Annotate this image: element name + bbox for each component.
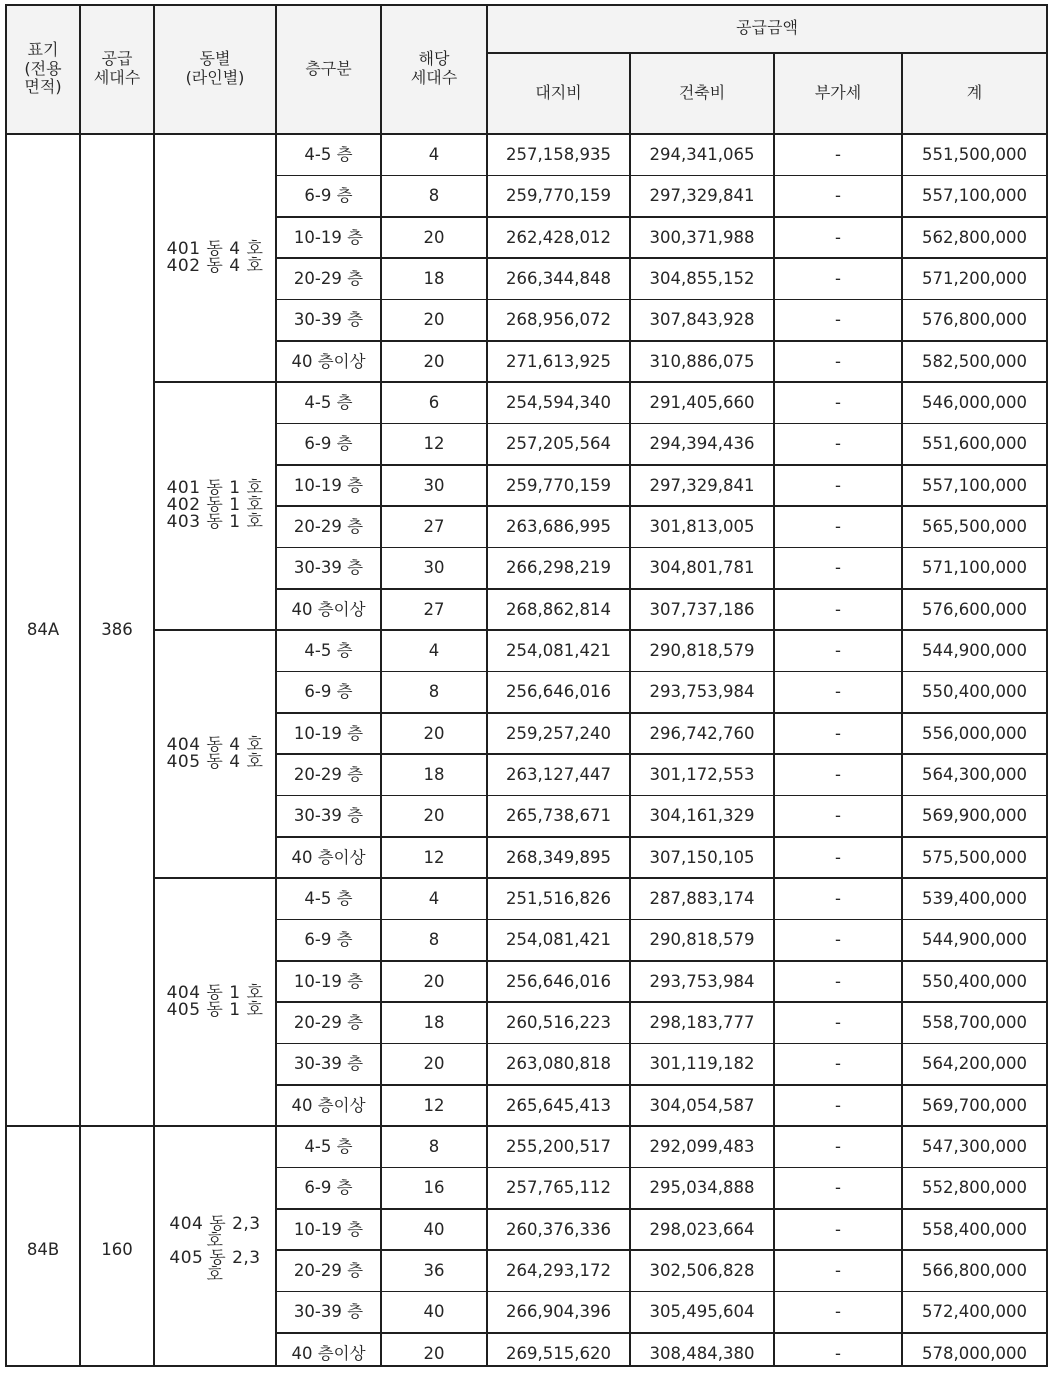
vat-cell: - <box>835 1219 841 1239</box>
land-price-cell: 259,770,159 <box>506 186 611 206</box>
building-price-cell: 291,405,660 <box>649 392 755 412</box>
units-cell: 27 <box>423 516 445 536</box>
building-price-cell: 301,172,553 <box>649 764 755 784</box>
total-price-cell: 582,500,000 <box>922 351 1027 371</box>
building-price-cell: 297,329,841 <box>649 475 755 495</box>
units-cell: 30 <box>423 475 445 495</box>
floor-cell: 20-29 층 <box>293 764 364 784</box>
units-cell: 20 <box>423 971 445 991</box>
units-cell: 18 <box>423 268 445 288</box>
building-price-cell: 308,484,380 <box>649 1343 755 1363</box>
building-price-cell: 307,843,928 <box>649 310 755 330</box>
floor-cell: 10-19 층 <box>293 475 364 495</box>
floor-cell: 6-9 층 <box>304 434 353 454</box>
units-cell: 8 <box>428 186 440 206</box>
building-price-cell: 310,886,075 <box>649 351 755 371</box>
land-price-cell: 257,765,112 <box>506 1178 611 1198</box>
total-price-cell: 544,900,000 <box>922 930 1027 950</box>
land-price-cell: 263,686,995 <box>506 516 611 536</box>
total-price-cell: 572,400,000 <box>922 1302 1027 1322</box>
land-price-cell: 256,646,016 <box>506 971 611 991</box>
total-price-cell: 557,100,000 <box>922 475 1027 495</box>
floor-cell: 30-39 층 <box>293 558 364 578</box>
floor-cell: 20-29 층 <box>293 516 364 536</box>
vat-cell: - <box>835 723 841 743</box>
building-price-cell: 294,394,436 <box>649 434 755 454</box>
total-price-cell: 558,400,000 <box>922 1219 1027 1239</box>
building-price-cell: 298,183,777 <box>649 1012 755 1032</box>
units-cell: 20 <box>423 1054 445 1074</box>
building-price-cell: 296,742,760 <box>649 723 755 743</box>
units-cell: 6 <box>428 392 440 412</box>
table-bottom-border <box>6 1365 1047 1367</box>
floor-cell: 40 층이상 <box>291 1343 366 1363</box>
header-vat: 부가세 <box>814 82 862 102</box>
vat-cell: - <box>835 1302 841 1322</box>
column-divider <box>79 4 81 1367</box>
units-cell: 8 <box>428 682 440 702</box>
vat-cell: - <box>835 1012 841 1032</box>
units-cell: 4 <box>428 640 440 660</box>
units-cell: 30 <box>423 558 445 578</box>
building-price-cell: 304,855,152 <box>649 268 755 288</box>
supply-units-cell: 160 <box>101 1240 133 1260</box>
land-price-cell: 271,613,925 <box>506 351 611 371</box>
floor-cell: 4-5 층 <box>304 888 353 908</box>
building-price-cell: 287,883,174 <box>649 888 755 908</box>
units-cell: 20 <box>423 227 445 247</box>
header-units: 해당 세대수 <box>410 49 458 87</box>
column-divider <box>275 4 277 1367</box>
land-price-cell: 265,645,413 <box>506 1095 611 1115</box>
dong-line-cell: 404 동 2,3 호 405 동 2,3 호 <box>169 1213 261 1285</box>
vat-cell: - <box>835 475 841 495</box>
total-price-cell: 578,000,000 <box>922 1343 1027 1363</box>
building-price-cell: 307,150,105 <box>649 847 755 867</box>
vat-cell: - <box>835 682 841 702</box>
column-divider <box>5 4 7 1367</box>
vat-cell: - <box>835 392 841 412</box>
total-price-cell: 544,900,000 <box>922 640 1027 660</box>
total-price-cell: 550,400,000 <box>922 682 1027 702</box>
header-building: 건축비 <box>678 82 726 102</box>
units-cell: 20 <box>423 351 445 371</box>
land-price-cell: 266,904,396 <box>506 1302 611 1322</box>
land-price-cell: 254,081,421 <box>506 640 611 660</box>
vat-cell: - <box>835 1136 841 1156</box>
vat-cell: - <box>835 1095 841 1115</box>
total-price-cell: 571,100,000 <box>922 558 1027 578</box>
total-price-cell: 562,800,000 <box>922 227 1027 247</box>
total-price-cell: 551,500,000 <box>922 144 1027 164</box>
header-supply-price: 공급금액 <box>736 17 798 37</box>
header-mid-divider <box>487 52 1047 54</box>
building-price-cell: 307,737,186 <box>649 599 755 619</box>
total-price-cell: 564,200,000 <box>922 1054 1027 1074</box>
vat-cell: - <box>835 227 841 247</box>
column-divider <box>1046 4 1048 1367</box>
total-price-cell: 571,200,000 <box>922 268 1027 288</box>
vat-cell: - <box>835 930 841 950</box>
building-price-cell: 290,818,579 <box>649 930 755 950</box>
dong-line-cell: 404 동 1 호 405 동 1 호 <box>166 982 264 1020</box>
building-price-cell: 301,119,182 <box>649 1054 755 1074</box>
header-floor: 층구분 <box>305 58 352 78</box>
land-price-cell: 260,516,223 <box>506 1012 611 1032</box>
vat-cell: - <box>835 310 841 330</box>
units-cell: 36 <box>423 1260 445 1280</box>
building-price-cell: 293,753,984 <box>649 971 755 991</box>
units-cell: 16 <box>423 1178 445 1198</box>
building-price-cell: 304,161,329 <box>649 806 755 826</box>
total-price-cell: 551,600,000 <box>922 434 1027 454</box>
header-type: 표기 (전용 면적) <box>24 39 62 97</box>
land-price-cell: 259,257,240 <box>506 723 611 743</box>
building-price-cell: 298,023,664 <box>649 1219 755 1239</box>
building-price-cell: 294,341,065 <box>649 144 755 164</box>
vat-cell: - <box>835 764 841 784</box>
building-price-cell: 293,753,984 <box>649 682 755 702</box>
vat-cell: - <box>835 268 841 288</box>
land-price-cell: 262,428,012 <box>506 227 611 247</box>
units-cell: 20 <box>423 806 445 826</box>
floor-cell: 10-19 층 <box>293 723 364 743</box>
floor-cell: 10-19 층 <box>293 1219 364 1239</box>
header-bottom-border <box>6 133 1047 135</box>
supply-units-cell: 386 <box>101 620 133 640</box>
building-price-cell: 304,054,587 <box>649 1095 755 1115</box>
vat-cell: - <box>835 847 841 867</box>
land-price-cell: 263,080,818 <box>506 1054 611 1074</box>
vat-cell: - <box>835 599 841 619</box>
dong-line-cell: 401 동 4 호 402 동 4 호 <box>166 238 264 276</box>
dong-line-cell: 401 동 1 호 402 동 1 호 403 동 1 호 <box>166 478 264 533</box>
units-cell: 40 <box>423 1302 445 1322</box>
total-price-cell: 547,300,000 <box>922 1136 1027 1156</box>
units-cell: 20 <box>423 723 445 743</box>
total-price-cell: 576,600,000 <box>922 599 1027 619</box>
floor-cell: 30-39 층 <box>293 310 364 330</box>
vat-cell: - <box>835 186 841 206</box>
building-price-cell: 301,813,005 <box>649 516 755 536</box>
building-price-cell: 290,818,579 <box>649 640 755 660</box>
vat-cell: - <box>835 144 841 164</box>
land-price-cell: 254,081,421 <box>506 930 611 950</box>
building-price-cell: 295,034,888 <box>649 1178 755 1198</box>
vat-cell: - <box>835 971 841 991</box>
vat-cell: - <box>835 516 841 536</box>
total-price-cell: 552,800,000 <box>922 1178 1027 1198</box>
total-price-cell: 546,000,000 <box>922 392 1027 412</box>
floor-cell: 20-29 층 <box>293 1012 364 1032</box>
type-cell: 84B <box>26 1240 60 1260</box>
vat-cell: - <box>835 558 841 578</box>
vat-cell: - <box>835 640 841 660</box>
units-cell: 27 <box>423 599 445 619</box>
total-price-cell: 564,300,000 <box>922 764 1027 784</box>
header-land: 대지비 <box>535 82 582 102</box>
total-price-cell: 557,100,000 <box>922 186 1027 206</box>
land-price-cell: 264,293,172 <box>506 1260 611 1280</box>
column-divider <box>901 52 903 1367</box>
floor-cell: 20-29 층 <box>293 1260 364 1280</box>
building-price-cell: 302,506,828 <box>649 1260 755 1280</box>
land-price-cell: 257,158,935 <box>506 144 611 164</box>
units-cell: 12 <box>423 1095 445 1115</box>
vat-cell: - <box>835 1343 841 1363</box>
land-price-cell: 255,200,517 <box>506 1136 611 1156</box>
column-divider <box>773 52 775 1367</box>
floor-cell: 4-5 층 <box>304 640 353 660</box>
vat-cell: - <box>835 1054 841 1074</box>
land-price-cell: 259,770,159 <box>506 475 611 495</box>
total-price-cell: 565,500,000 <box>922 516 1027 536</box>
land-price-cell: 268,349,895 <box>506 847 611 867</box>
floor-cell: 20-29 층 <box>293 268 364 288</box>
land-price-cell: 266,344,848 <box>506 268 611 288</box>
floor-cell: 6-9 층 <box>304 1178 353 1198</box>
land-price-cell: 251,516,826 <box>506 888 611 908</box>
building-price-cell: 292,099,483 <box>649 1136 755 1156</box>
vat-cell: - <box>835 1178 841 1198</box>
vat-cell: - <box>835 434 841 454</box>
units-cell: 4 <box>428 888 440 908</box>
floor-cell: 6-9 층 <box>304 186 353 206</box>
floor-cell: 30-39 층 <box>293 1302 364 1322</box>
total-price-cell: 550,400,000 <box>922 971 1027 991</box>
units-cell: 20 <box>423 310 445 330</box>
units-cell: 4 <box>428 144 440 164</box>
total-price-cell: 576,800,000 <box>922 310 1027 330</box>
header-dong: 동별 (라인별) <box>185 49 245 87</box>
dong-line-cell: 404 동 4 호 405 동 4 호 <box>166 734 264 772</box>
land-price-cell: 266,298,219 <box>506 558 611 578</box>
vat-cell: - <box>835 888 841 908</box>
header-total: 계 <box>966 82 983 102</box>
units-cell: 12 <box>423 434 445 454</box>
land-price-cell: 257,205,564 <box>506 434 611 454</box>
table-top-border <box>6 4 1047 6</box>
land-price-cell: 254,594,340 <box>506 392 611 412</box>
floor-cell: 10-19 층 <box>293 971 364 991</box>
column-divider <box>153 4 155 1367</box>
total-price-cell: 569,900,000 <box>922 806 1027 826</box>
building-price-cell: 305,495,604 <box>649 1302 755 1322</box>
floor-cell: 4-5 층 <box>304 1136 353 1156</box>
floor-cell: 10-19 층 <box>293 227 364 247</box>
total-price-cell: 569,700,000 <box>922 1095 1027 1115</box>
units-cell: 18 <box>423 1012 445 1032</box>
floor-cell: 6-9 층 <box>304 682 353 702</box>
land-price-cell: 268,956,072 <box>506 310 611 330</box>
floor-cell: 40 층이상 <box>291 599 366 619</box>
column-divider <box>486 4 488 1367</box>
land-price-cell: 256,646,016 <box>506 682 611 702</box>
total-price-cell: 575,500,000 <box>922 847 1027 867</box>
land-price-cell: 269,515,620 <box>506 1343 611 1363</box>
units-cell: 18 <box>423 764 445 784</box>
land-price-cell: 260,376,336 <box>506 1219 611 1239</box>
floor-cell: 6-9 층 <box>304 930 353 950</box>
land-price-cell: 263,127,447 <box>506 764 611 784</box>
units-cell: 8 <box>428 930 440 950</box>
floor-cell: 40 층이상 <box>291 1095 366 1115</box>
total-price-cell: 566,800,000 <box>922 1260 1027 1280</box>
units-cell: 40 <box>423 1219 445 1239</box>
vat-cell: - <box>835 1260 841 1280</box>
type-cell: 84A <box>26 620 60 640</box>
vat-cell: - <box>835 351 841 371</box>
floor-cell: 30-39 층 <box>293 806 364 826</box>
column-divider <box>380 4 382 1367</box>
floor-cell: 40 층이상 <box>291 351 366 371</box>
column-divider <box>629 52 631 1367</box>
vat-cell: - <box>835 806 841 826</box>
units-cell: 8 <box>428 1136 440 1156</box>
total-price-cell: 539,400,000 <box>922 888 1027 908</box>
building-price-cell: 304,801,781 <box>649 558 755 578</box>
units-cell: 20 <box>423 1343 445 1363</box>
units-cell: 12 <box>423 847 445 867</box>
building-price-cell: 297,329,841 <box>649 186 755 206</box>
floor-cell: 30-39 층 <box>293 1054 364 1074</box>
floor-cell: 4-5 층 <box>304 392 353 412</box>
total-price-cell: 558,700,000 <box>922 1012 1027 1032</box>
building-price-cell: 300,371,988 <box>649 227 755 247</box>
total-price-cell: 556,000,000 <box>922 723 1027 743</box>
floor-cell: 4-5 층 <box>304 144 353 164</box>
header-supply-units: 공급 세대수 <box>93 49 141 87</box>
land-price-cell: 268,862,814 <box>506 599 611 619</box>
floor-cell: 40 층이상 <box>291 847 366 867</box>
land-price-cell: 265,738,671 <box>506 806 611 826</box>
